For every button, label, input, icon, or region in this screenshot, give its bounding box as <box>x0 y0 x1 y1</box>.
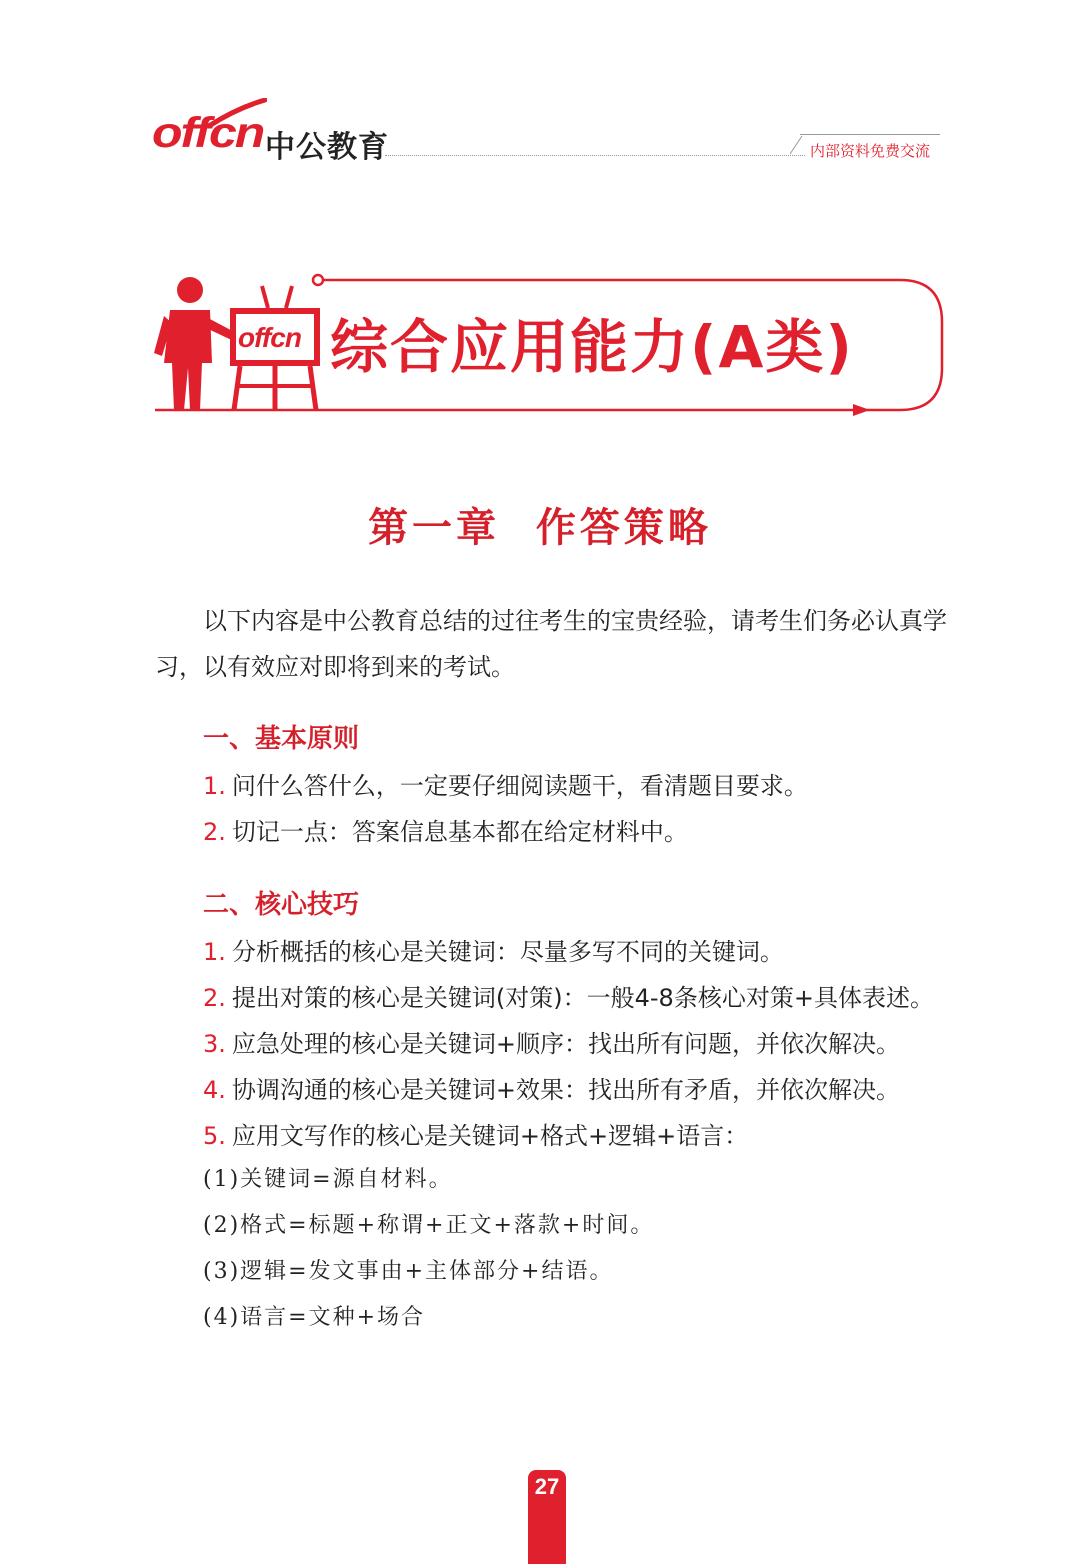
offcn-logo <box>152 108 263 166</box>
list-item <box>203 766 808 801</box>
section-heading-basic-principles: 一、基本原则 <box>203 724 360 754</box>
sub-list-item: (3)逻辑=发文事由+主体部分+结语。 <box>203 1259 614 1284</box>
banner-title: 综合应用能力(A类) <box>330 313 854 381</box>
logo-text: offcn <box>152 108 264 157</box>
list-item <box>203 1070 900 1105</box>
sub-list-item: (2)格式=标题+称谓+正文+落款+时间。 <box>203 1213 655 1238</box>
list-item <box>203 812 688 847</box>
list-item <box>203 1024 900 1059</box>
sub-list-item: (1)关键词=源自材料。 <box>203 1167 453 1192</box>
header-slash-divider <box>788 136 804 156</box>
section-heading-core-skills: 二、核心技巧 <box>203 890 360 920</box>
list-item-number: 3. <box>203 1030 226 1058</box>
list-item-text: 问什么答什么，一定要仔细阅读题干，看清题目要求。 <box>231 772 808 800</box>
list-item-number: 4. <box>203 1076 226 1104</box>
intro-paragraph: 以下内容是中公教育总结的过往考生的宝贵经验，请考生们务必认真学习，以有效应对即将到来的考试。 <box>155 607 947 681</box>
board-logo-text: offcn <box>238 322 301 353</box>
list-item-text: 切记一点：答案信息基本都在给定材料中。 <box>231 818 688 846</box>
sub-list-item: (4)语言=文种+场合 <box>203 1305 426 1330</box>
list-item-text: 分析概括的核心是关键词：尽量多写不同的关键词。 <box>231 938 784 966</box>
header-top-rule <box>800 134 940 135</box>
list-item-number: 1. <box>203 938 226 966</box>
logo-swoosh-icon <box>207 98 267 128</box>
list-item-text: 应急处理的核心是关键词+顺序：找出所有问题，并依次解决。 <box>231 1030 901 1058</box>
list-item-text: 提出对策的核心是关键词(对策)：一般4-8条核心对策+具体表述。 <box>231 984 934 1012</box>
header-tagline: 内部资料免费交流 <box>810 142 931 160</box>
list-item-text: 应用文写作的核心是关键词+格式+逻辑+语言： <box>231 1122 749 1150</box>
list-item-number: 1. <box>203 772 226 800</box>
list-item-text: 协调沟通的核心是关键词+效果：找出所有矛盾，并依次解决。 <box>231 1076 901 1104</box>
header-dotted-divider <box>385 155 805 156</box>
list-item-number: 2. <box>203 818 226 846</box>
brand-name: 中公教育 <box>265 130 389 165</box>
list-item <box>203 1116 748 1151</box>
page-header <box>0 0 1080 200</box>
list-item-number: 2. <box>203 984 226 1012</box>
teacher-icon <box>154 277 242 410</box>
list-item <box>203 932 784 967</box>
list-item <box>203 978 934 1013</box>
list-item-number: 5. <box>203 1122 226 1150</box>
page-number: 27 <box>534 1474 560 1499</box>
chapter-title: 第一章 作答策略 <box>368 504 712 551</box>
